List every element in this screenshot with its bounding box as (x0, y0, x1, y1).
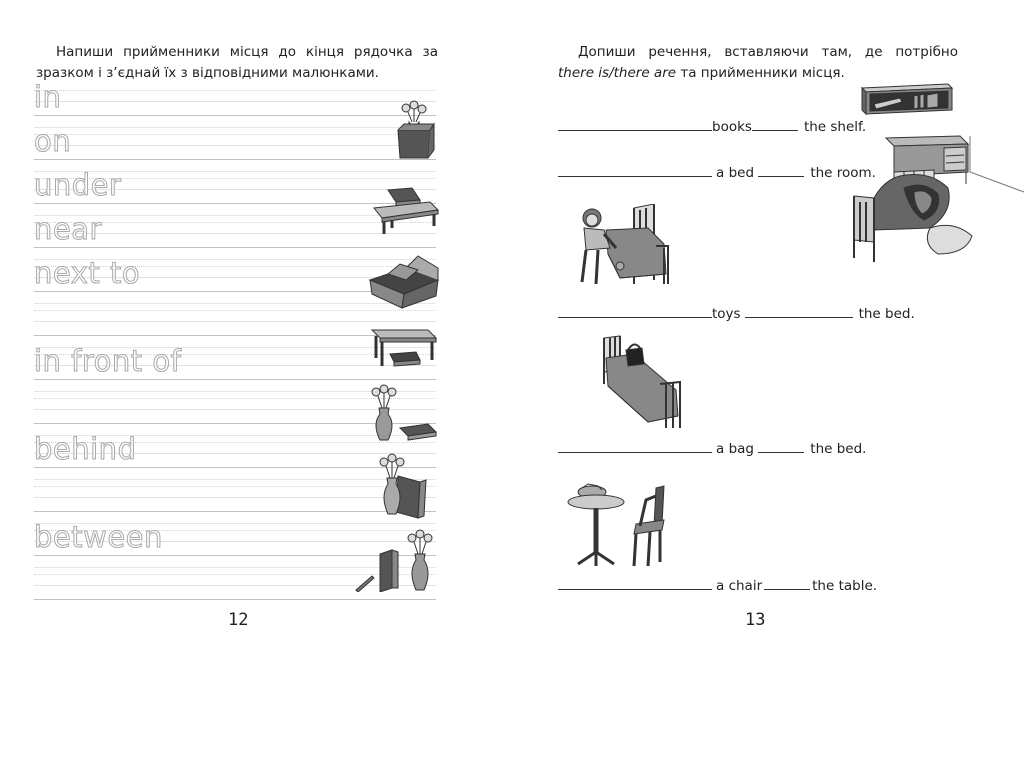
sentence-row (558, 438, 866, 457)
traced-word: behind (34, 432, 137, 466)
bedroom-picture[interactable] (834, 132, 1024, 264)
left-instruction-line1: Напиши прийменники місця до кінця рядочка за (56, 44, 438, 60)
left-instruction (36, 42, 438, 84)
open-box-picture[interactable] (366, 254, 440, 310)
answer-blank[interactable] (558, 116, 712, 131)
answer-blank[interactable] (558, 162, 712, 177)
vase-near-book-picture[interactable] (366, 384, 440, 444)
traced-word: near (34, 212, 102, 246)
sentence-tail: the bed. (858, 306, 915, 322)
page-number: 12 (228, 610, 249, 630)
book-under-table-picture[interactable] (368, 326, 438, 370)
bag-on-bed-picture[interactable] (598, 334, 684, 430)
traced-word: in front of (34, 344, 182, 378)
instruction-emphasis: there is/there are (558, 65, 677, 81)
answer-blank[interactable] (558, 438, 712, 453)
sentence-word: books (712, 119, 752, 135)
traced-word: on (34, 124, 72, 158)
traced-word: under (34, 168, 122, 202)
answer-blank[interactable] (745, 303, 853, 318)
sentence-row (558, 303, 915, 322)
traced-word: between (34, 520, 163, 554)
sentence-word: a bed (716, 165, 755, 181)
sentence-word: a bag (716, 441, 754, 457)
instruction-rest: та прийменники місця. (676, 65, 845, 81)
book-behind-vase-picture[interactable] (376, 452, 436, 522)
traced-word: in (34, 80, 62, 114)
traced-word: next to (34, 256, 141, 290)
sentence-tail: the table. (812, 578, 878, 594)
sentence-row (558, 116, 866, 135)
right-page (512, 0, 1024, 775)
answer-blank[interactable] (758, 438, 804, 453)
answer-blank[interactable] (752, 116, 798, 131)
sentence-word: toys (712, 306, 741, 322)
answer-blank[interactable] (558, 303, 712, 318)
right-instruction-line2 (558, 63, 958, 84)
sentence-tail: the room. (810, 165, 876, 181)
girl-with-bed-picture[interactable] (568, 204, 670, 288)
page-number: 13 (745, 610, 766, 630)
vase-in-box-picture[interactable] (392, 100, 436, 160)
sentence-word: a chair (716, 578, 763, 594)
sentence-tail: the shelf. (803, 119, 867, 135)
sentence-row (558, 575, 877, 594)
answer-blank[interactable] (558, 575, 712, 590)
writing-row[interactable] (34, 80, 436, 130)
left-instruction-line2: зразком і з’єднай їх з відповідними малюнками. (36, 65, 379, 81)
right-instruction (558, 42, 958, 84)
book-on-table-picture[interactable] (372, 186, 440, 236)
right-instruction-line1: Допиши речення, вставляючи там, де потрібно (578, 44, 958, 60)
sentence-row (558, 162, 876, 181)
answer-blank[interactable] (758, 162, 804, 177)
answer-blank[interactable] (764, 575, 810, 590)
vase-between-books-picture[interactable] (354, 528, 438, 592)
sentence-tail: the bed. (810, 441, 867, 457)
bookshelf-picture[interactable] (860, 82, 954, 118)
table-and-chair-picture[interactable] (566, 480, 674, 570)
